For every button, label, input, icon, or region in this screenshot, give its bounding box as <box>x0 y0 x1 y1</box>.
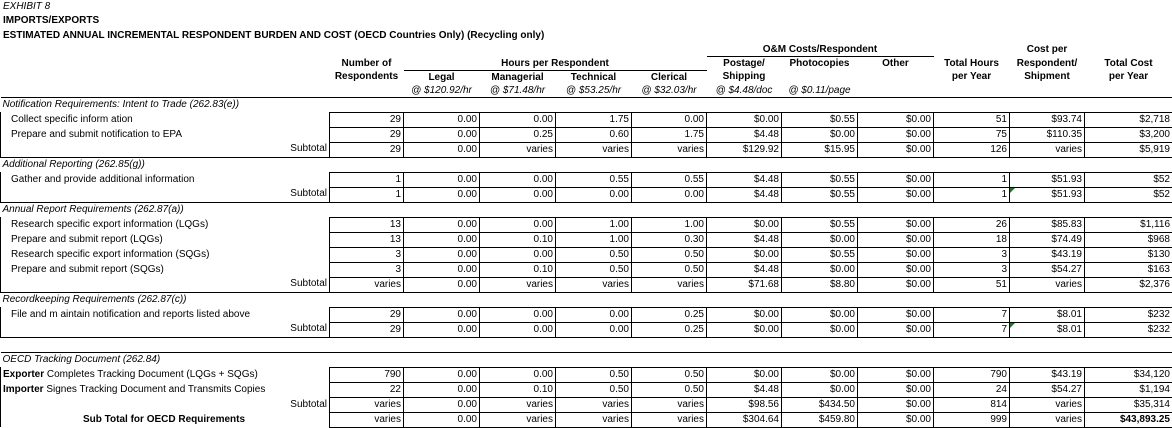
table-cell: $130 <box>1085 247 1172 262</box>
party-action: Completes Tracking Document (LQGs + SQGs) <box>44 369 258 380</box>
exporter-row <box>1 367 1172 382</box>
table-cell: $0.00 <box>858 127 934 142</box>
table-row <box>1 307 1172 322</box>
table-cell: 0.00 <box>404 367 480 382</box>
table-cell: $0.55 <box>782 187 858 202</box>
table-cell: 26 <box>934 217 1010 232</box>
table-cell: 0.25 <box>632 307 707 322</box>
table-cell: 1.00 <box>556 232 632 247</box>
table-cell: $0.00 <box>858 412 934 427</box>
table-cell: 0.00 <box>404 217 480 232</box>
postage-header: Postage/ <box>707 57 782 71</box>
cost-per-header-2: Respondent/ <box>1010 57 1085 71</box>
table-cell: $0.00 <box>782 232 858 247</box>
subtotal-row <box>1 277 1172 292</box>
table-cell: varies <box>632 277 707 292</box>
table-cell: varies <box>556 277 632 292</box>
table-cell: varies <box>1010 142 1085 157</box>
total-hours-header-2: per Year <box>934 70 1010 84</box>
table-cell: $129.92 <box>707 142 782 157</box>
table-cell: $0.00 <box>858 367 934 382</box>
table-cell: 1.00 <box>632 217 707 232</box>
table-cell: 0.00 <box>480 322 556 337</box>
other-header: Other <box>858 57 934 71</box>
table-cell: $0.00 <box>858 307 934 322</box>
exhibit-subtitle: ESTIMATED ANNUAL INCREMENTAL RESPONDENT BURDEN AND COST (OECD Countries Only) (Recycling only) <box>3 29 544 43</box>
table-cell: 790 <box>934 367 1010 382</box>
oecd-section-header <box>1 352 1172 367</box>
table-cell: $2,718 <box>1085 112 1172 127</box>
table-cell: $43.19 <box>1010 247 1085 262</box>
managerial-rate: @ $71.48/hr <box>480 84 556 98</box>
table-cell: 0.00 <box>404 142 480 157</box>
table-cell: 0.00 <box>404 262 480 277</box>
table-cell: varies <box>632 142 707 157</box>
table-cell: 0.00 <box>404 187 480 202</box>
section-title: OECD Tracking Document (262.84) <box>1 352 1172 367</box>
importer-row <box>1 382 1172 397</box>
table-cell: 0.00 <box>404 127 480 142</box>
table-header <box>1 43 1172 97</box>
table-cell: varies <box>480 412 556 427</box>
section-header-row <box>1 157 1172 172</box>
table-cell: $0.00 <box>858 322 934 337</box>
table-cell: $0.00 <box>782 262 858 277</box>
table-cell: 0.00 <box>556 187 632 202</box>
table-cell: varies <box>632 412 707 427</box>
table-cell: $0.00 <box>707 307 782 322</box>
table-cell: 0.00 <box>480 187 556 202</box>
shipping-header: Shipping <box>707 70 782 84</box>
table-cell: 0.50 <box>556 367 632 382</box>
table-cell: $0.00 <box>707 217 782 232</box>
table-cell: 0.00 <box>404 412 480 427</box>
table-cell: $0.00 <box>707 322 782 337</box>
table-cell: $0.00 <box>858 112 934 127</box>
section-header-row <box>1 292 1172 307</box>
total-hours-header: Total Hours <box>934 57 1010 71</box>
table-cell: 0.50 <box>556 262 632 277</box>
party-name: Importer <box>3 384 44 395</box>
table-cell: 0.00 <box>404 322 480 337</box>
table-cell: 24 <box>934 382 1010 397</box>
table-cell: 1 <box>330 172 404 187</box>
table-cell: 1.75 <box>632 127 707 142</box>
table-cell: $0.55 <box>782 247 858 262</box>
table-row <box>1 217 1172 232</box>
grand-total-label: Sub Total for OECD Requirements <box>1 412 330 427</box>
row-label: Research specific export information (LQGs) <box>1 217 330 232</box>
table-cell: $0.00 <box>858 232 934 247</box>
table-cell: $4.48 <box>707 232 782 247</box>
table-cell: 7 <box>934 322 1010 337</box>
table-cell: $0.00 <box>858 142 934 157</box>
technical-header: Technical <box>556 70 632 84</box>
table-cell: $54.27 <box>1010 262 1085 277</box>
table-cell: $304.64 <box>707 412 782 427</box>
table-cell: 0.50 <box>556 382 632 397</box>
subtotal-row <box>1 322 1172 337</box>
table-cell: $0.00 <box>858 247 934 262</box>
section-header-row <box>1 202 1172 217</box>
table-cell: 0.00 <box>404 277 480 292</box>
table-body <box>1 97 1172 427</box>
table-cell: 0.50 <box>632 262 707 277</box>
table-cell: $34,120 <box>1085 367 1172 382</box>
section-title: Additional Reporting (262.85(g)) <box>1 157 1172 172</box>
row-label: Prepare and submit report (LQGs) <box>1 232 330 247</box>
table-cell: 0.25 <box>632 322 707 337</box>
table-cell: varies <box>1010 397 1085 412</box>
table-cell: $8.80 <box>782 277 858 292</box>
table-cell: $0.00 <box>858 217 934 232</box>
table-row <box>1 112 1172 127</box>
table-cell: 22 <box>330 382 404 397</box>
row-label: File and m aintain notification and reports listed above <box>1 307 330 322</box>
table-cell: 3 <box>934 247 1010 262</box>
table-cell: varies <box>556 412 632 427</box>
row-label <box>1 382 330 397</box>
respondents-header-2: Respondents <box>330 70 404 84</box>
table-cell: 0.00 <box>556 307 632 322</box>
subtotal-row <box>1 142 1172 157</box>
table-cell: $0.00 <box>782 127 858 142</box>
hours-group-header: Hours per Respondent <box>404 57 707 71</box>
table-cell: $0.00 <box>858 262 934 277</box>
table-cell: 0.00 <box>556 322 632 337</box>
table-cell: 29 <box>330 322 404 337</box>
table-cell: 0.55 <box>556 172 632 187</box>
table-cell: $74.49 <box>1010 232 1085 247</box>
table-cell: $8.01 <box>1010 322 1085 337</box>
section-title: Annual Report Requirements (262.87(a)) <box>1 202 1172 217</box>
table-cell: $163 <box>1085 262 1172 277</box>
table-cell: 0.30 <box>632 232 707 247</box>
total-cost-header: Total Cost <box>1085 57 1172 71</box>
grand-total-row <box>1 412 1172 427</box>
subtotal-label: Subtotal <box>1 322 330 337</box>
table-cell: $71.68 <box>707 277 782 292</box>
table-cell: $98.56 <box>707 397 782 412</box>
managerial-header: Managerial <box>480 70 556 84</box>
legal-rate: @ $120.92/hr <box>404 84 480 98</box>
table-cell: 13 <box>330 217 404 232</box>
subtotal-row <box>1 187 1172 202</box>
table-cell: $52 <box>1085 172 1172 187</box>
table-cell: 18 <box>934 232 1010 247</box>
table-cell: $0.00 <box>782 367 858 382</box>
exhibit-title: IMPORTS/EXPORTS <box>3 14 99 28</box>
table-cell: $4.48 <box>707 382 782 397</box>
table-cell: 0.00 <box>480 307 556 322</box>
table-cell: 0.00 <box>404 247 480 262</box>
table-row <box>1 127 1172 142</box>
table-cell: $43.19 <box>1010 367 1085 382</box>
table-cell: $0.00 <box>707 367 782 382</box>
table-cell: 0.00 <box>404 382 480 397</box>
table-cell: $232 <box>1085 322 1172 337</box>
table-cell: 814 <box>934 397 1010 412</box>
table-cell: 0.00 <box>480 217 556 232</box>
table-cell: $0.00 <box>858 187 934 202</box>
table-cell: $3,200 <box>1085 127 1172 142</box>
row-label: Prepare and submit notification to EPA <box>1 127 330 142</box>
subtotal-label: Subtotal <box>1 187 330 202</box>
table-cell: 1.00 <box>556 217 632 232</box>
table-cell: 1.75 <box>556 112 632 127</box>
table-cell: $0.00 <box>858 397 934 412</box>
table-cell: 3 <box>330 247 404 262</box>
table-cell: 0.00 <box>632 112 707 127</box>
table-cell: $0.00 <box>782 382 858 397</box>
section-title: Recordkeeping Requirements (262.87(c)) <box>1 292 1172 307</box>
table-cell: $0.55 <box>782 217 858 232</box>
table-cell: $8.01 <box>1010 307 1085 322</box>
table-cell: varies <box>556 142 632 157</box>
table-cell: varies <box>556 397 632 412</box>
spacer-cell <box>1 337 1172 352</box>
table-cell: $0.00 <box>858 172 934 187</box>
table-cell: 0.00 <box>632 187 707 202</box>
table-row <box>1 232 1172 247</box>
table-cell: $52 <box>1085 187 1172 202</box>
table-cell: 3 <box>934 262 1010 277</box>
exhibit-number: EXHIBIT 8 <box>3 0 50 14</box>
table-cell: $5,919 <box>1085 142 1172 157</box>
table-cell: 790 <box>330 367 404 382</box>
table-cell: 0.55 <box>632 172 707 187</box>
postage-rate: @ $4.48/doc <box>707 84 782 98</box>
table-cell: 51 <box>934 112 1010 127</box>
photocopies-header: Photocopies <box>782 57 858 71</box>
table-cell: 0.25 <box>480 127 556 142</box>
table-cell: 0.50 <box>632 367 707 382</box>
table-cell: 0.00 <box>404 172 480 187</box>
table-cell: $15.95 <box>782 142 858 157</box>
table-cell: $110.35 <box>1010 127 1085 142</box>
spacer-row <box>1 337 1172 352</box>
table-cell: $0.55 <box>782 112 858 127</box>
row-label: Gather and provide additional information <box>1 172 330 187</box>
table-cell: 0.00 <box>480 172 556 187</box>
table-cell: 0.00 <box>480 367 556 382</box>
party-action: Signes Tracking Document and Transmits Copies <box>44 384 266 395</box>
table-cell: $232 <box>1085 307 1172 322</box>
table-cell: $0.00 <box>858 382 934 397</box>
table-cell: $4.48 <box>707 262 782 277</box>
table-cell: 0.50 <box>632 382 707 397</box>
technical-rate: @ $53.25/hr <box>556 84 632 98</box>
table-cell: $1,116 <box>1085 217 1172 232</box>
table-cell: 1 <box>934 187 1010 202</box>
table-cell: varies <box>330 412 404 427</box>
table-cell: 0.60 <box>556 127 632 142</box>
table-cell: varies <box>480 277 556 292</box>
table-cell: $51.93 <box>1010 172 1085 187</box>
table-cell: varies <box>330 397 404 412</box>
table-cell: 0.00 <box>480 112 556 127</box>
table-row <box>1 172 1172 187</box>
table-cell: $968 <box>1085 232 1172 247</box>
table-cell: 3 <box>330 262 404 277</box>
table-cell: 0.10 <box>480 382 556 397</box>
respondents-header: Number of <box>330 57 404 71</box>
table-cell: 0.00 <box>404 112 480 127</box>
table-cell: $1,194 <box>1085 382 1172 397</box>
row-label <box>1 367 330 382</box>
photocopies-rate: @ $0.11/page <box>782 84 858 98</box>
table-cell: $54.27 <box>1010 382 1085 397</box>
table-cell: varies <box>330 277 404 292</box>
table-row <box>1 247 1172 262</box>
table-cell: 29 <box>330 112 404 127</box>
section-header-row <box>1 97 1172 112</box>
table-cell: 29 <box>330 307 404 322</box>
table-cell: 1 <box>330 187 404 202</box>
table-cell: 1 <box>934 172 1010 187</box>
table-cell: 0.00 <box>404 307 480 322</box>
table-cell: $4.48 <box>707 127 782 142</box>
subtotal-label: Subtotal <box>1 397 330 412</box>
table-cell: $0.55 <box>782 172 858 187</box>
table-cell: $0.00 <box>707 112 782 127</box>
table-cell: 7 <box>934 307 1010 322</box>
table-cell: 0.00 <box>404 232 480 247</box>
section-title: Notification Requirements: Intent to Trade (262.83(e)) <box>1 97 1172 112</box>
total-cost-header-2: per Year <box>1085 70 1172 84</box>
table-cell: $0.00 <box>782 322 858 337</box>
table-cell: $4.48 <box>707 172 782 187</box>
row-label: Collect specific inform ation <box>1 112 330 127</box>
table-cell: $35,314 <box>1085 397 1172 412</box>
table-cell: 0.50 <box>556 247 632 262</box>
clerical-header: Clerical <box>632 70 707 84</box>
clerical-rate: @ $32.03/hr <box>632 84 707 98</box>
shipment-header: Shipment <box>1010 70 1085 84</box>
table-cell: 29 <box>330 127 404 142</box>
table-cell: 51 <box>934 277 1010 292</box>
subtotal-label: Subtotal <box>1 142 330 157</box>
table-cell: 75 <box>934 127 1010 142</box>
row-label: Prepare and submit report (SQGs) <box>1 262 330 277</box>
table-cell: varies <box>1010 277 1085 292</box>
table-cell: $0.00 <box>707 247 782 262</box>
table-cell: 0.00 <box>480 247 556 262</box>
table-cell: 126 <box>934 142 1010 157</box>
om-costs-group-header: O&M Costs/Respondent <box>707 43 934 57</box>
table-cell: varies <box>480 397 556 412</box>
subtotal-label: Subtotal <box>1 277 330 292</box>
table-cell: 0.10 <box>480 232 556 247</box>
table-cell: 0.10 <box>480 262 556 277</box>
subtotal-row <box>1 397 1172 412</box>
table-cell: 0.50 <box>632 247 707 262</box>
table-cell: $51.93 <box>1010 187 1085 202</box>
party-name: Exporter <box>3 369 44 380</box>
row-label: Research specific export information (SQGs) <box>1 247 330 262</box>
table-cell: 13 <box>330 232 404 247</box>
table-cell: varies <box>632 397 707 412</box>
burden-cost-table <box>0 43 1172 428</box>
table-cell: $0.00 <box>858 277 934 292</box>
table-cell: $85.83 <box>1010 217 1085 232</box>
legal-header: Legal <box>404 70 480 84</box>
cost-per-header: Cost per <box>1010 43 1085 57</box>
table-cell: 999 <box>934 412 1010 427</box>
table-cell: $43,893.25 <box>1085 412 1172 427</box>
table-cell: $2,376 <box>1085 277 1172 292</box>
table-cell: 0.00 <box>404 397 480 412</box>
table-cell: $434.50 <box>782 397 858 412</box>
table-cell: varies <box>1010 412 1085 427</box>
table-cell: $93.74 <box>1010 112 1085 127</box>
table-cell: 29 <box>330 142 404 157</box>
table-cell: varies <box>480 142 556 157</box>
table-cell: $4.48 <box>707 187 782 202</box>
table-cell: $459.80 <box>782 412 858 427</box>
table-cell: $0.00 <box>782 307 858 322</box>
table-row <box>1 262 1172 277</box>
